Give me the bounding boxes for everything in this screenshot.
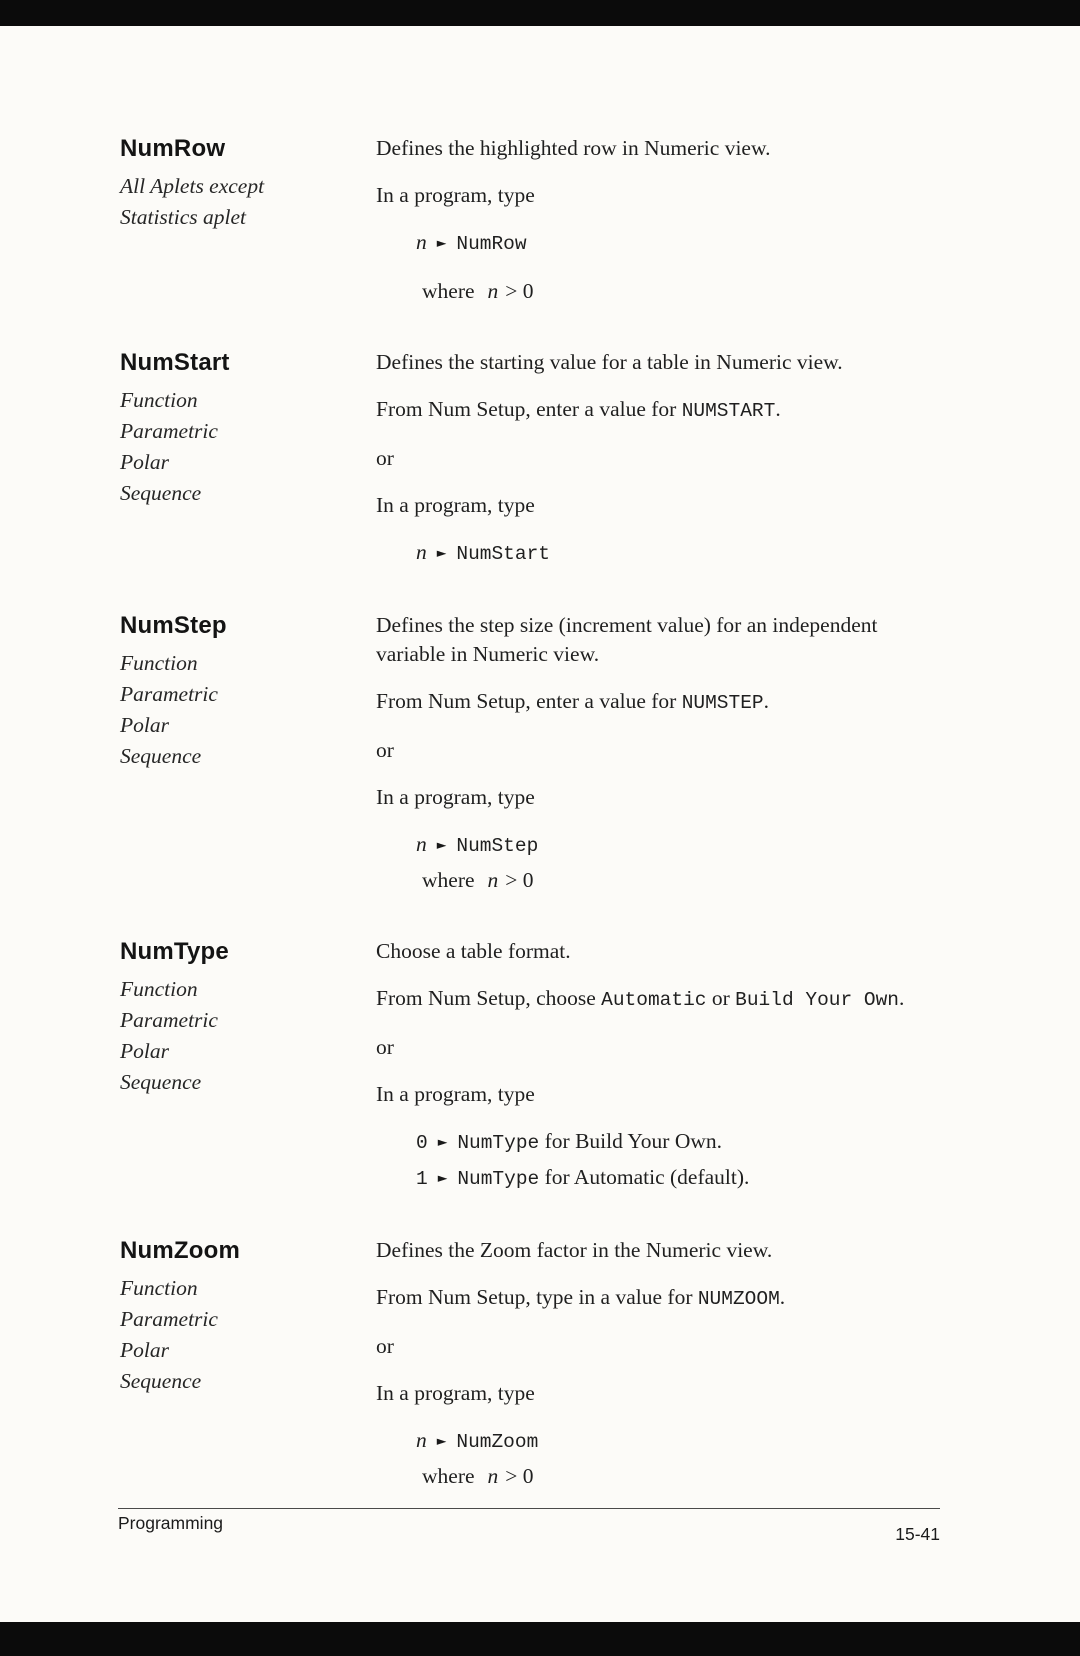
- footer-rule: [118, 1508, 940, 1509]
- aplet-name: Sequence: [120, 481, 202, 505]
- variable-n: n: [487, 279, 499, 303]
- footer-page-number: 15-41: [895, 1524, 940, 1544]
- numtype-left-column: [120, 937, 376, 1212]
- numtype-title: NumType: [120, 938, 229, 965]
- numstep-or: or: [376, 738, 394, 762]
- numzoom-aplet-list: [120, 1273, 376, 1397]
- variable-n: n: [487, 868, 499, 892]
- aplet-name: All Aplets except: [120, 174, 265, 198]
- aplet-name: Parametric: [120, 419, 218, 443]
- text-fragment: .: [779, 1285, 786, 1309]
- section-numtype: [120, 937, 940, 1212]
- text-fragment: > 0: [505, 279, 534, 303]
- numrow-aplet-list: [120, 171, 376, 233]
- text-fragment: for Automatic (default).: [539, 1165, 750, 1189]
- variable-n: n: [416, 540, 427, 564]
- code-token-numrow: NumRow: [456, 233, 527, 255]
- numstart-title: NumStart: [120, 349, 230, 376]
- store-arrow-icon: ►: [436, 235, 447, 250]
- manual-page: [0, 26, 1080, 1622]
- aplet-name: Parametric: [120, 1307, 218, 1331]
- store-arrow-icon: ►: [436, 837, 447, 852]
- text-fragment: From Num Setup, enter a value for: [376, 689, 682, 713]
- numzoom-description: Defines the Zoom factor in the Numeric view.: [376, 1238, 773, 1262]
- text-fragment: where: [422, 868, 475, 892]
- numzoom-where-condition: [376, 1462, 940, 1491]
- numstart-or: or: [376, 446, 394, 470]
- aplet-name: Sequence: [120, 1070, 202, 1094]
- code-token-numzoom: NumZoom: [456, 1431, 539, 1453]
- aplet-name: Parametric: [120, 1008, 218, 1032]
- numtype-program-intro: In a program, type: [376, 1082, 535, 1106]
- text-fragment: From Num Setup, type in a value for: [376, 1285, 698, 1309]
- text-fragment: > 0: [505, 1464, 534, 1488]
- footer-chapter-label: Programming: [118, 1513, 224, 1533]
- numzoom-code-line: [376, 1426, 940, 1457]
- variable-n: n: [487, 1464, 499, 1488]
- numrow-description: Defines the highlighted row in Numeric view.: [376, 136, 771, 160]
- aplet-name: Sequence: [120, 744, 202, 768]
- numstart-description: Defines the starting value for a table in Numeric view.: [376, 350, 843, 374]
- numstart-program-intro: In a program, type: [376, 493, 535, 517]
- text-fragment: where: [422, 1464, 475, 1488]
- numzoom-or: or: [376, 1334, 394, 1358]
- numstart-setup-instruction: [376, 395, 940, 426]
- numstep-setup-instruction: [376, 687, 940, 718]
- aplet-name: Statistics aplet: [120, 205, 247, 229]
- numtype-aplet-list: [120, 974, 376, 1098]
- variable-n: n: [416, 1428, 427, 1452]
- numstart-code-line: [376, 538, 940, 569]
- numtype-body: [376, 937, 940, 1212]
- numstart-body: [376, 348, 940, 587]
- scan-edge-top: [0, 0, 1080, 26]
- aplet-name: Parametric: [120, 682, 218, 706]
- numrow-body: [376, 134, 940, 324]
- numtype-description: Choose a table format.: [376, 939, 571, 963]
- code-token-zero: 0: [416, 1132, 428, 1154]
- section-numzoom: [120, 1236, 940, 1509]
- variable-n: n: [416, 230, 427, 254]
- numtype-or: or: [376, 1035, 394, 1059]
- aplet-name: Polar: [120, 1338, 169, 1362]
- code-token-numtype: NumType: [457, 1168, 540, 1190]
- numzoom-setup-instruction: [376, 1283, 940, 1314]
- aplet-name: Sequence: [120, 1369, 202, 1393]
- numzoom-program-intro: In a program, type: [376, 1381, 535, 1405]
- store-arrow-icon: ►: [436, 545, 447, 560]
- section-numstep: [120, 611, 940, 913]
- code-token-automatic: Automatic: [601, 989, 707, 1011]
- numrow-program-intro: In a program, type: [376, 183, 535, 207]
- footer-row: [118, 1512, 940, 1545]
- aplet-name: Function: [120, 388, 198, 412]
- page-footer: [118, 1508, 940, 1545]
- code-token-numstart: NumStart: [456, 543, 550, 565]
- text-fragment: .: [763, 689, 769, 713]
- code-token-numstep: NumStep: [456, 835, 539, 857]
- numstep-program-intro: In a program, type: [376, 785, 535, 809]
- text-fragment: or: [706, 986, 736, 1010]
- numstep-code-line: [376, 830, 940, 861]
- numzoom-body: [376, 1236, 940, 1509]
- aplet-name: Function: [120, 1276, 198, 1300]
- numstep-body: [376, 611, 940, 913]
- numtype-setup-instruction: [376, 984, 940, 1015]
- aplet-name: Polar: [120, 713, 169, 737]
- store-arrow-icon: ►: [437, 1170, 448, 1185]
- text-fragment: > 0: [505, 868, 534, 892]
- numstep-aplet-list: [120, 648, 376, 772]
- numrow-where-condition: [376, 277, 940, 306]
- numstep-left-column: [120, 611, 376, 913]
- code-token-numzoom-setup: NUMZOOM: [697, 1288, 780, 1310]
- code-token-one: 1: [416, 1168, 428, 1190]
- section-numrow: [120, 134, 940, 324]
- aplet-name: Polar: [120, 1039, 169, 1063]
- text-fragment: .: [775, 397, 781, 421]
- numzoom-left-column: [120, 1236, 376, 1509]
- store-arrow-icon: ►: [437, 1134, 448, 1149]
- numstep-title: NumStep: [120, 612, 227, 639]
- aplet-name: Polar: [120, 450, 169, 474]
- text-fragment: From Num Setup, enter a value for: [376, 397, 682, 421]
- code-token-numtype: NumType: [457, 1132, 540, 1154]
- aplet-name: Function: [120, 977, 198, 1001]
- section-numstart: [120, 348, 940, 587]
- numtype-option-0: [376, 1127, 940, 1158]
- numzoom-title: NumZoom: [120, 1237, 241, 1264]
- scan-edge-bottom: [0, 1622, 1080, 1656]
- text-fragment: where: [422, 279, 475, 303]
- code-token-numstart-setup: NUMSTART: [681, 400, 776, 422]
- numstart-left-column: [120, 348, 376, 587]
- code-token-build-your-own: Build Your Own: [735, 989, 899, 1011]
- numrow-code-line: [376, 228, 940, 259]
- numrow-title: NumRow: [120, 135, 226, 162]
- store-arrow-icon: ►: [436, 1433, 447, 1448]
- page-content: [120, 134, 940, 1533]
- variable-n: n: [416, 832, 427, 856]
- text-fragment: .: [898, 986, 905, 1010]
- numtype-option-1: [376, 1163, 940, 1194]
- numrow-left-column: [120, 134, 376, 324]
- text-fragment: From Num Setup, choose: [376, 986, 602, 1010]
- aplet-name: Function: [120, 651, 198, 675]
- code-token-numstep-setup: NUMSTEP: [681, 692, 764, 714]
- numstep-where-condition: [376, 866, 940, 895]
- numstart-aplet-list: [120, 385, 376, 509]
- text-fragment: for Build Your Own.: [539, 1129, 723, 1153]
- numstep-description: Defines the step size (increment value) for an independent variable in Numeric view.: [376, 613, 878, 666]
